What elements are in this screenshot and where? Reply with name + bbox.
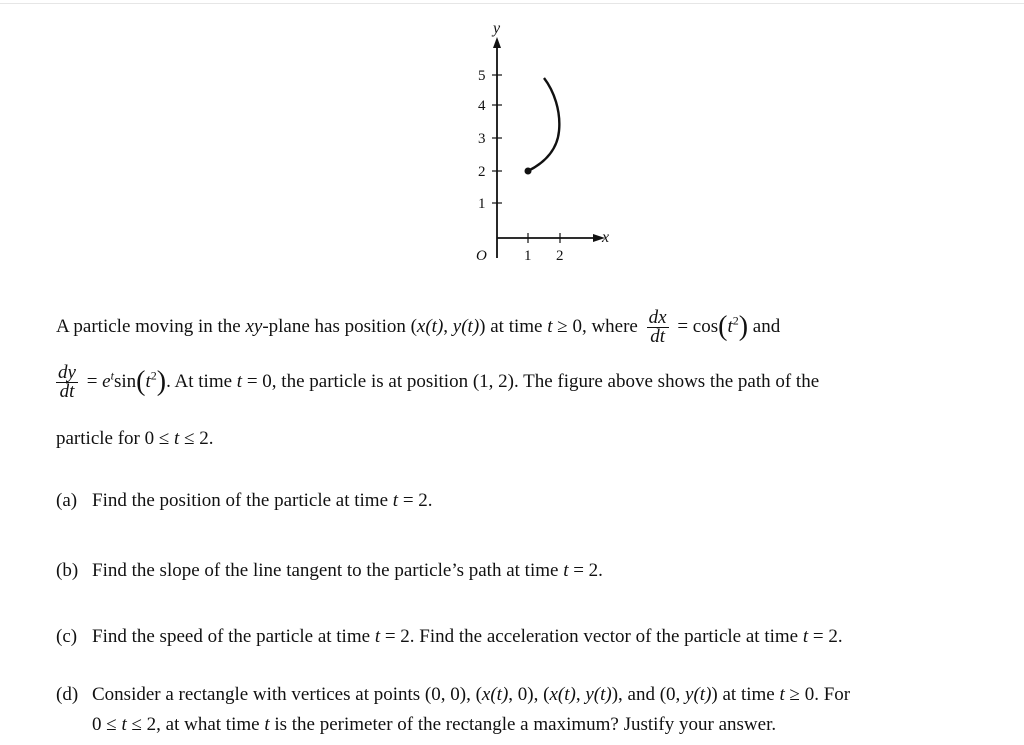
part-a: (a) Find the position of the particle at time t = 2.: [56, 490, 433, 511]
y-tick-label-5: 5: [478, 68, 486, 84]
top-divider: [0, 3, 1024, 4]
origin-label: O: [476, 248, 487, 264]
y-tick-label-4: 4: [478, 98, 486, 114]
y-axis-arrow: [493, 37, 501, 48]
dydt-fraction: $\frac{dy}{dt}$: [58, 362, 76, 402]
y-tick-label-1: 1: [478, 196, 486, 212]
part-b: (b) Find the slope of the line tangent to the particle’s path at time t = 2.: [56, 560, 603, 581]
y-tick-label-2: 2: [478, 164, 486, 180]
problem-statement: A particle moving in the xy-plane has position (x(t), y(t)) at time t ≥ 0, where $\frac{dx}{dt}$ = $\cos(t^2)$ and: [56, 307, 781, 347]
problem-statement-line2: $\frac{dy}{dt}$ = $e^t\sin(t^2)$. At time t = 0, the particle is at position (1, 2). The figure above shows the path of the: [58, 362, 820, 402]
particle-path-curve: [528, 78, 559, 171]
start-point: [525, 168, 532, 175]
x-tick-label-1: 1: [524, 248, 532, 264]
y-axis-label: y: [493, 20, 501, 37]
part-d: (d) Consider a rectangle with vertices at points (0, 0), (x(t), 0), (x(t), y(t)), and (0, y(t)) at time t ≥ 0. For: [56, 684, 851, 705]
particle-path-figure: [440, 15, 640, 270]
part-d-line2: 0 ≤ t ≤ 2, at what time t is the perimeter of the rectangle a maximum? Justify your answer.: [92, 714, 777, 735]
problem-statement-line3: particle for 0 ≤ t ≤ 2.: [56, 428, 214, 449]
dxdt-fraction: $\frac{dx}{dt}$: [648, 307, 667, 347]
x-axis-label: x: [602, 229, 610, 246]
part-c: (c) Find the speed of the particle at time t = 2. Find the acceleration vector of the particle at time t = 2.: [56, 626, 843, 647]
y-tick-label-3: 3: [478, 131, 486, 147]
x-tick-label-2: 2: [556, 248, 564, 264]
